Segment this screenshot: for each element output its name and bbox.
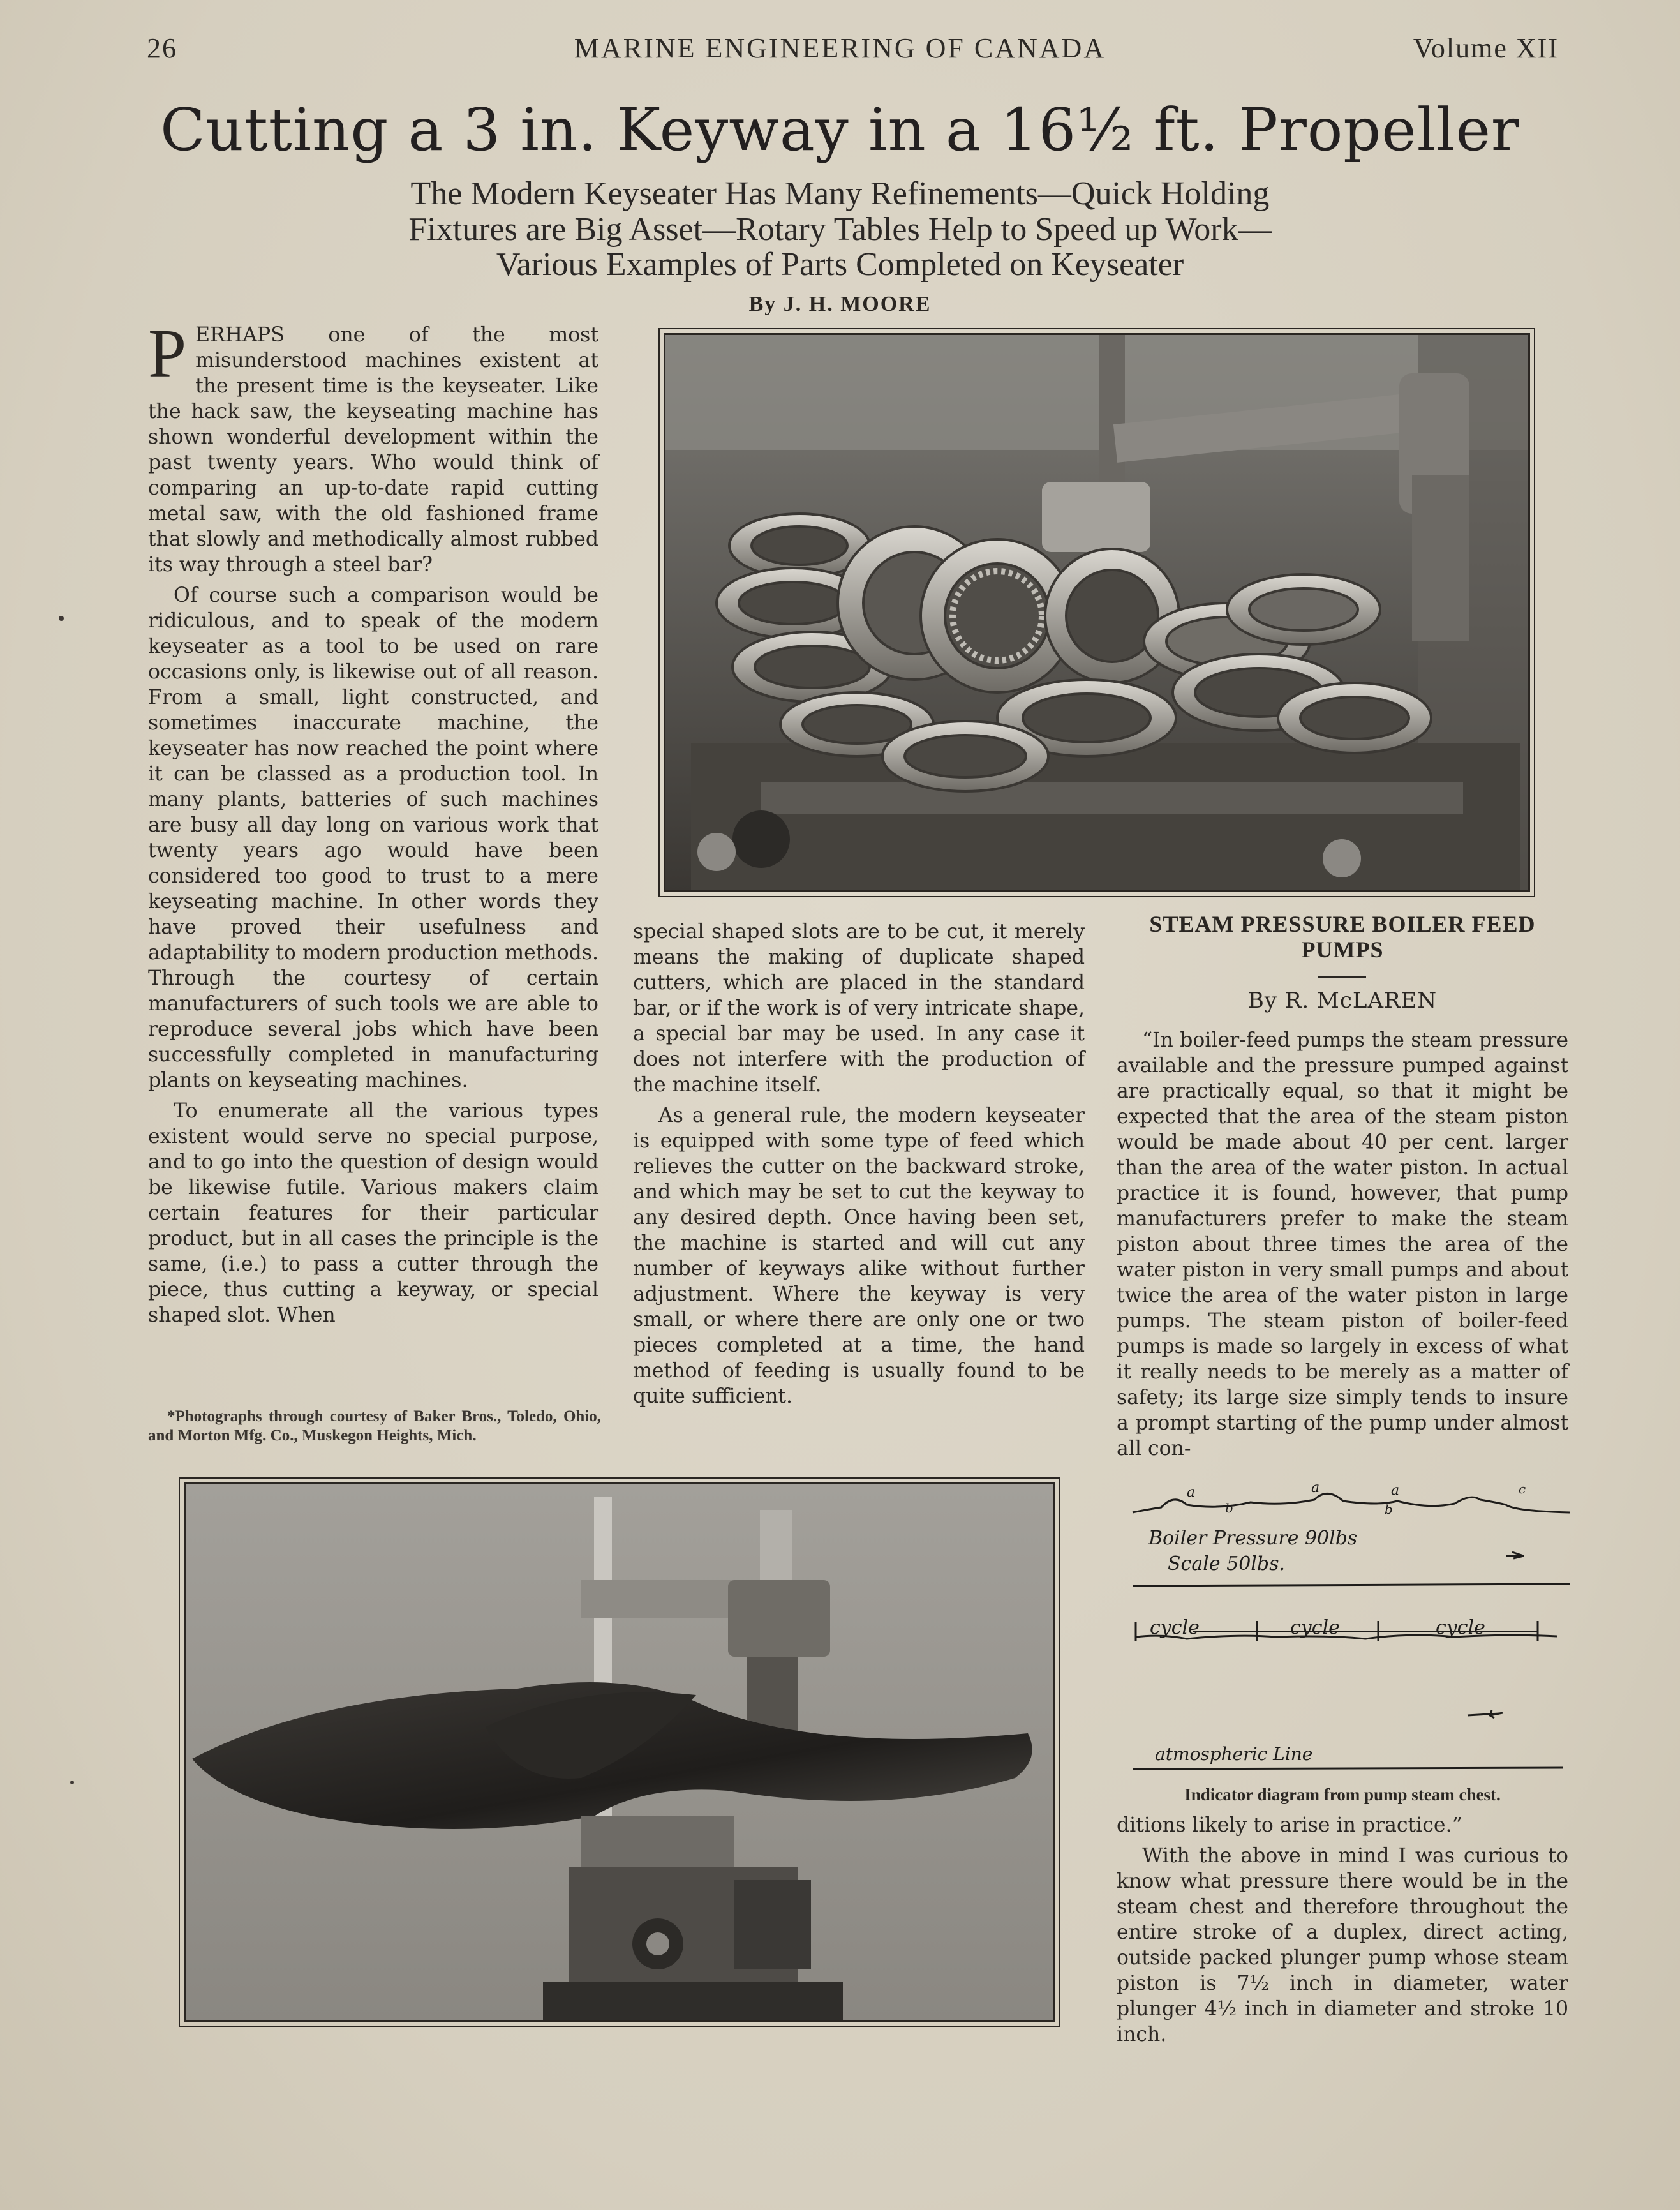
paragraph: special shaped slots are to be cut, it merely means the making of duplicate shaped cutters, which are placed in the standard bar, or if the work is of very intricate shape, a special bar may be used. In any case it does not interfere with the production of the machine itself. (633, 920, 1085, 1096)
volume-label: Volume XII (1413, 33, 1559, 64)
cycle-label: cycle (1436, 1616, 1485, 1639)
journal-title: MARINE ENGINEERING OF CANADA (574, 33, 1106, 64)
paragraph: ditions likely to arise in practice.” (1117, 1814, 1462, 1837)
indicator-diagram (1123, 1474, 1570, 1793)
drop-cap: P (148, 316, 187, 392)
photo-propeller-keyseater (184, 1482, 1055, 2022)
sidebar-byline: By R. McLAREN (1247, 988, 1438, 1013)
paragraph: With the above in mind I was curious to know what pressure there would be in the steam chest and therefore throughout the entire stroke of a duplex, direct acting, outside packed plunger pump whose steam piston is 7½ inch in diameter, water plunger 4½ inch in diameter and stroke 10 inch. (1117, 1844, 1568, 2046)
atmospheric-line-label: atmospheric Line (1155, 1743, 1313, 1765)
paper-speck (59, 616, 64, 621)
diagram-top-curve (1133, 1493, 1570, 1512)
diagram-mark: a (1311, 1480, 1320, 1496)
photo-keyseater-gears (664, 333, 1530, 892)
arrow-icon (1506, 1552, 1524, 1558)
page-number: 26 (147, 33, 177, 64)
subtitle-line: Various Examples of Parts Completed on Keyseater (496, 246, 1184, 283)
atmospheric-line (1133, 1768, 1563, 1769)
paragraph: “In boiler-feed pumps the steam pressure available and the pressure pumped against are practically equal, so that it might be expected that the area of the steam piston would be made about 40 per cent. larger than the area of the water piston. In actual practice it is found, however, that pump manufacturers prefer to make the steam piston about three times the area of the water piston in very small pumps and about twice the area of the water piston in large pumps. The steam piston of boiler-feed pumps is made so largely in excess of what it really needs to be merely as a matter of safety; its large size simply tends to insure a prompt starting of the pump under almost all con- (1117, 1029, 1568, 1460)
sidebar-title-rule (1318, 976, 1366, 978)
paragraph: As a general rule, the modern keyseater is equipped with some type of feed which relieves the cutter on the backward stroke, and which may be set to cut the keyway to any desired depth. Once having been set, the machine is started and will cut any number of keyways alike without further adjustment. Where the keyway is very small, or where there are only one or two pieces completed at a time, the hand method of feeding is usually found to be quite sufficient. (633, 1104, 1085, 1408)
gears-photo-illustration (665, 335, 1528, 890)
paper-speck (70, 1781, 74, 1784)
diagram-mark: a (1187, 1484, 1196, 1500)
article-title: Cutting a 3 in. Keyway in a 16½ ft. Propeller (160, 96, 1520, 164)
subtitle-line: The Modern Keyseater Has Many Refinements—Quick Holding (410, 175, 1270, 212)
footnote: *Photographs through courtesy of Baker Bros., Toledo, Ohio, and Morton Mfg. Co., Muskegon Heights, Mich. (148, 1408, 601, 1444)
diagram-mark: c (1519, 1481, 1526, 1497)
subtitle-line: Fixtures are Big Asset—Rotary Tables Help to Speed up Work— (408, 211, 1272, 248)
boiler-pressure-line (1133, 1584, 1570, 1586)
sidebar-column-continued (1117, 1812, 1568, 2052)
diagram-caption: Indicator diagram from pump steam chest. (1184, 1785, 1501, 1804)
paragraph (148, 316, 598, 578)
diagram-mark: b (1225, 1500, 1233, 1516)
boiler-pressure-label: Boiler Pressure 90lbs (1148, 1527, 1358, 1549)
diagram-mark: a (1391, 1482, 1400, 1498)
article-column-2 (633, 919, 1085, 1414)
sidebar-column (1117, 1027, 1568, 1467)
cycle-label: cycle (1150, 1616, 1200, 1639)
paragraph-text: ERHAPS one of the most misunderstood machines existent at the present time is the keyseater. Like the hack saw, the keyseating machine has shown wonderful development within the past twenty years. Who would think of comparing an up-to-date rapid cutting metal saw, with the old fashioned frame that slowly and methodically almost rubbed its way through a steel bar? (148, 324, 598, 576)
paragraph: Of course such a comparison would be ridiculous, and to speak of the modern keyseater as a tool to be used on rare occasions only, is likewise out of all reason. From a small, light constructed, and sometimes inaccurate machine, the keyseater has now reached the point where it can be classed as a production tool. In many plants, batteries of such machines are busy all day long on various work that twenty years ago would have been considered too good to trust to a mere keyseating machine. In other words they have proved their usefulness and adaptability to modern production methods. Through the courtesy of certain manufacturers of such tools we are able to reproduce several jobs which have been successfully completed in manufacturing plants on keyseating machines. (148, 584, 598, 1092)
scale-label: Scale 50lbs. (1168, 1553, 1286, 1575)
paragraph: To enumerate all the various types existent would serve no special purpose, and to go into the question of design would be likewise futile. Various makers claim certain features for their particular product, but in all cases the principle is the same, (i.e.) to pass a cutter through the piece, thus cutting a keyway, or special shaped slot. When (148, 1100, 598, 1327)
sidebar-title: STEAM PRESSURE BOILER FEED PUMPS (1149, 911, 1536, 962)
article-byline: By J. H. MOORE (748, 292, 932, 316)
propeller-photo-illustration (186, 1484, 1053, 2020)
diagram-mark: b (1385, 1502, 1393, 1517)
cycle-label: cycle (1290, 1616, 1340, 1639)
article-column-1 (148, 316, 598, 1333)
